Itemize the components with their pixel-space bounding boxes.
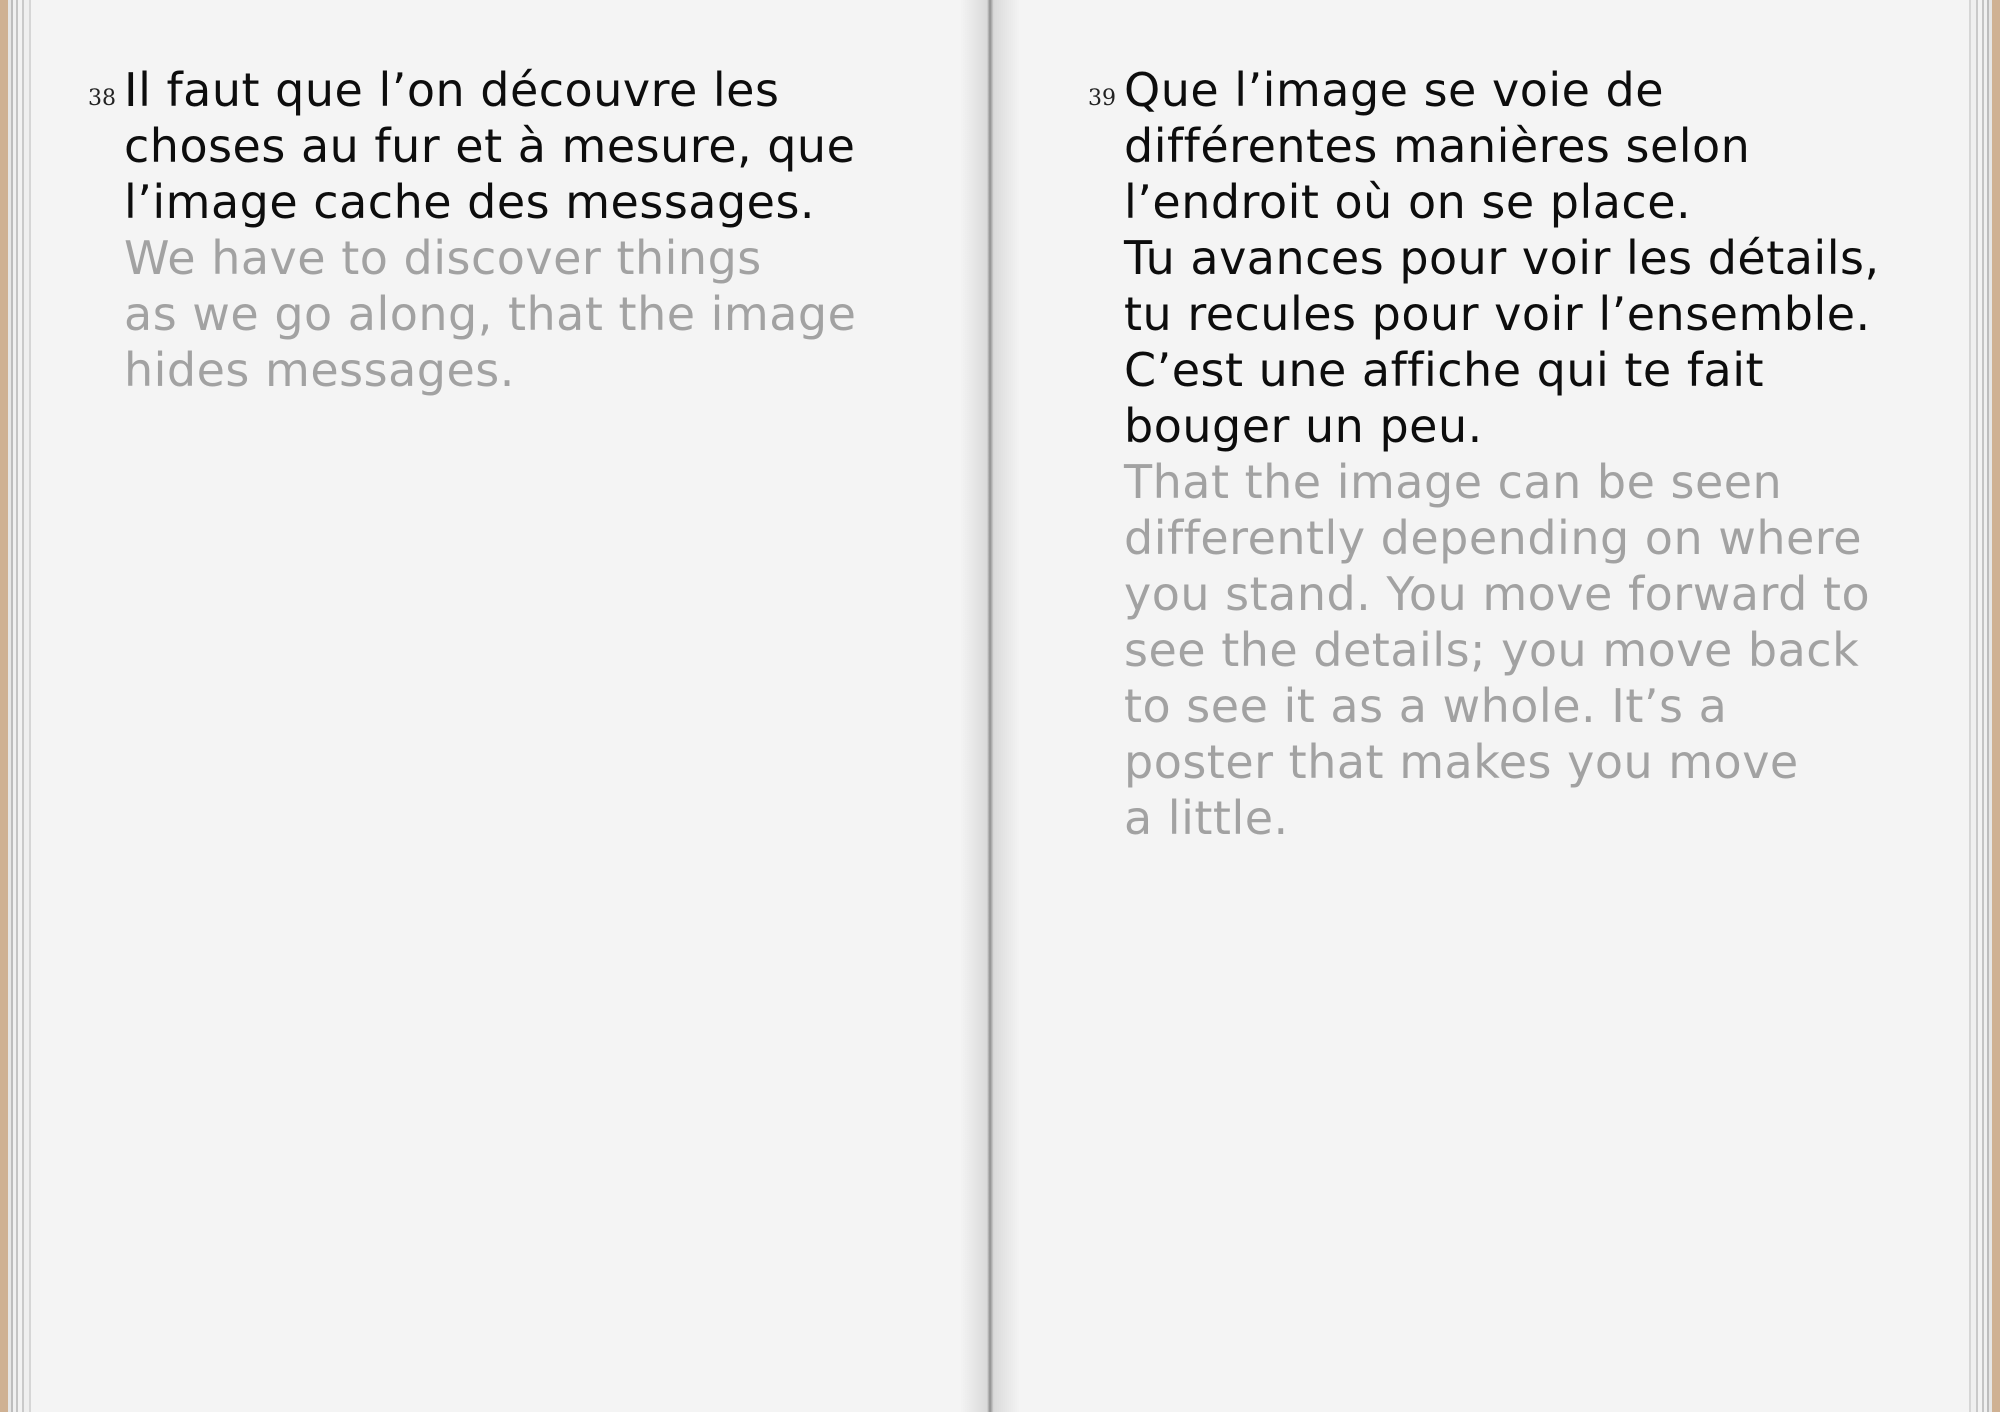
right-text-block	[1088, 62, 1944, 846]
right-page-number: 39	[1088, 86, 1116, 111]
right-english-text: That the image can be seen differently depending on where you stand. You move forward to see the details; you move back to see it as a whole. It’s a poster that makes you move a little.	[1124, 455, 1871, 845]
right-page-edges	[1964, 0, 2000, 1412]
left-page	[36, 0, 986, 1412]
left-page-number: 38	[88, 86, 116, 111]
left-page-edges	[0, 0, 36, 1412]
left-text-block	[88, 62, 924, 398]
left-english-text: We have to discover things as we go along, that the image hides messages.	[124, 231, 857, 397]
right-french-text: Que l’image se voie de différentes manières selon l’endroit où on se place. Tu avances pour voir les détails, tu recules pour voir l’ensemble. C’est une affiche qui te fait bouger un peu.	[1124, 63, 1880, 453]
right-page	[1004, 0, 1964, 1412]
left-french-text: Il faut que l’on découvre les choses au fur et à mesure, que l’image cache des messages.	[124, 63, 856, 229]
